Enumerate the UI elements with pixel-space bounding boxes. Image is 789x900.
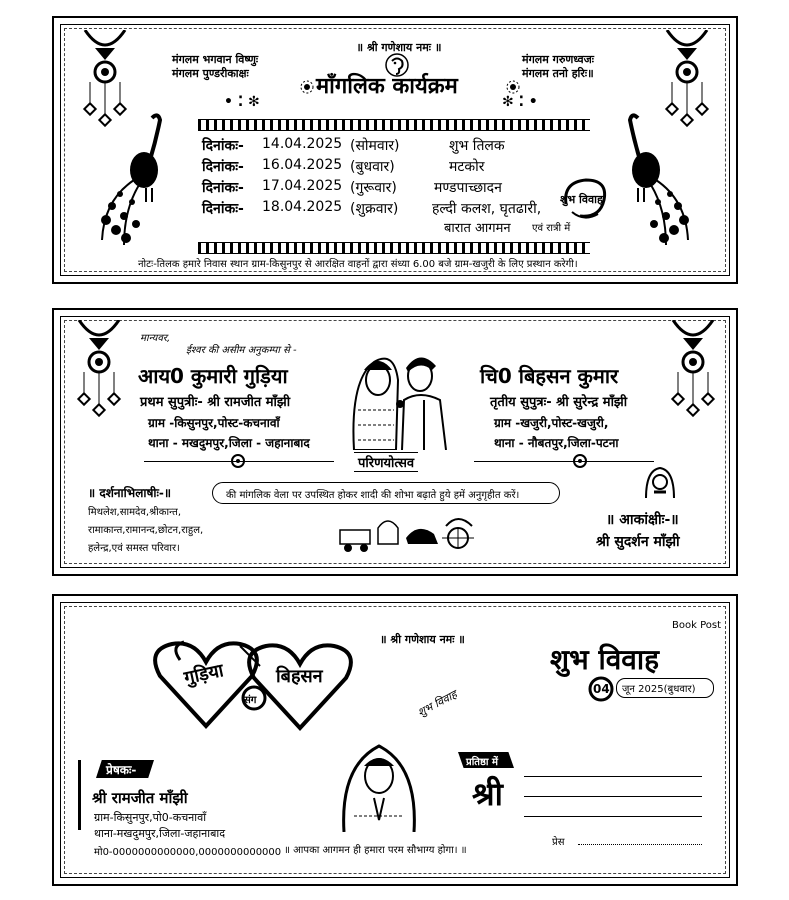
lantern-icon-mid-right [668,320,718,420]
bride-village: ग्राम -किसुनपुर,पोस्ट-कचनावाँ [148,416,280,430]
day-2: (बुधवार) [350,159,395,175]
right-verse-1: मंगलम गरुणध्वजः [522,53,594,66]
dots-left: • ⁚ ✻ [224,94,260,110]
shri-calligraphy: श्री [472,775,503,813]
hearts-illustration [150,636,370,732]
bride-relation: प्रथम सुपुत्रीः- श्री रामजीत माँझी [140,395,291,410]
sang-text: संग [244,695,257,706]
subh-vivah-heading: शुभ विवाह [550,643,659,676]
couple-illustration [344,340,456,450]
flower-icon-right [506,80,520,94]
event-4: हल्दी कलश, घृतढारी, [432,201,542,217]
ornament-icon-right [572,454,588,468]
day-3: (गुरूवार) [350,180,397,196]
address-line-2 [524,796,702,797]
program-card [52,16,738,284]
darshan-names-3: हलेन्द्र,एवं समस्त परिवार। [88,543,180,554]
sender-mobile: मो0-0000000000000,0000000000000 [94,847,282,858]
darshan-names-1: मिथलेश,सामदेव,श्रीकान्त, [88,507,181,518]
sender-bar [78,760,81,830]
subh-vivah-script: शुभ विवाह [415,687,460,720]
groom-district: थाना - नौबतपुर,जिला-पटना [494,436,619,450]
sender-address-1: ग्राम-किसुनपुर,पो0-कचनावाँ [94,811,207,824]
akanshi-name: श्री सुदर्शन माँझी [596,534,680,550]
dots-right: ✻ ⁚ • [502,94,538,110]
day-4: (शुक्रवार) [350,201,399,217]
welcome-line: ॥ आपका आगमन ही हमारा परम सौभाग्य होगा। ॥ [284,845,467,856]
groom-relation: तृतीय सुपुत्रः- श्री सुरेन्द्र माँझी [490,395,628,410]
date-1: 14.04.2025 [262,136,343,152]
address-line-1 [524,776,702,777]
wedding-date: जून 2025(बुधवार) [622,684,696,695]
subh-vivah-logo-text: शुभ विवाह [560,193,603,206]
date-label-3: दिनांकः- [202,180,244,196]
peacock-icon-right [616,110,696,250]
ornament-icon-left [230,454,246,468]
top-mantra: ॥ श्री गणेशाय नमः ॥ [356,41,442,54]
date-label-2: दिनांकः- [202,159,244,175]
invite-line: की मांगलिक वेला पर उपस्थित होकर शादी की शोभा बढ़ाते हुये हमें अनुगृहीत करें। [226,490,520,501]
star-band-top [198,119,590,131]
procession-illustration [338,508,478,554]
heart-left-name: गुड़िया [182,660,226,689]
sender-label: प्रेषकः- [106,763,137,777]
event-3: मण्डपाच्छादन [434,180,502,196]
flower-icon-left [300,80,314,94]
baraat-note: एवं रात्री में [532,223,571,234]
recipient-label: प्रतिष्ठा में [466,757,498,768]
respected-salutation: मान्यवर, [140,333,171,344]
groom-village: ग्राम -खजुरी,पोस्ट-खजुरी, [494,416,609,430]
press-label: प्रेस [552,837,565,848]
left-verse-2: मंगलम पुण्डरीकाक्षः [172,67,249,80]
bride-face-icon [642,464,678,500]
book-post: Book Post [672,620,721,631]
baraat-arrival: बारात आगमन [444,221,511,236]
date-3: 17.04.2025 [262,178,343,194]
sender-name: श्री रामजीत माँझी [92,789,188,807]
date-2: 16.04.2025 [262,157,343,173]
left-verse-1: मंगलम भगवान विष्णुः [172,53,259,66]
right-verse-2: मंगलम तनो हरिः॥ [522,67,594,80]
day-1: (सोमवार) [350,138,400,154]
groom-name: चि0 बिहसन कुमार [480,364,619,388]
press-line [578,844,702,846]
travel-note: नोटः-तिलक हमारे निवास स्थान ग्राम-किसुनपुर से आरक्षित वाहनों द्वारा संध्या 6.00 बजे ग्राम-खजुरी के लिए प्रस्थान करेगी। [138,259,578,270]
lantern-icon-mid-left [74,320,124,420]
wedding-day: 04 [593,682,610,696]
parinay-utsav: परिणयोत्सव [354,452,418,472]
event-2: मटकोर [449,159,485,175]
date-4: 18.04.2025 [262,199,343,215]
subh-vivah-logo [558,174,612,224]
sender-address-2: थाना-मखदुमपुर,जिला-जहानाबाद [94,827,226,840]
darshan-title: ॥ दर्शनाभिलाषीः-॥ [88,486,172,500]
akanshi-title: ॥ आकांक्षीः-॥ [606,512,679,528]
blessing-line: ईश्वर की असीम अनुकम्पा से - [186,345,297,356]
invitation-card [52,308,738,576]
envelope-card [52,594,738,886]
heart-right-name: बिहसन [276,666,323,687]
date-label-1: दिनांकः- [202,138,244,154]
date-label-4: दिनांकः- [202,201,244,217]
star-band-bottom [198,242,590,254]
bride-name: आय0 कुमारी गुड़िया [138,364,288,388]
darshan-names-2: रामाकान्त,रामानन्द,छोटन,राहुल, [88,525,204,536]
peacock-icon-left [94,110,174,250]
program-title: माँगलिक कार्यक्रम [316,74,458,99]
address-line-3 [524,816,702,817]
bride-district: थाना - मखदुमपुर,जिला - जहानाबाद [148,436,310,450]
bottom-mantra: ॥ श्री गणेशाय नमः ॥ [380,633,465,646]
event-1: शुभ तिलक [449,138,505,154]
bride-namaste-illustration [334,736,424,832]
groom-divider [474,461,654,462]
